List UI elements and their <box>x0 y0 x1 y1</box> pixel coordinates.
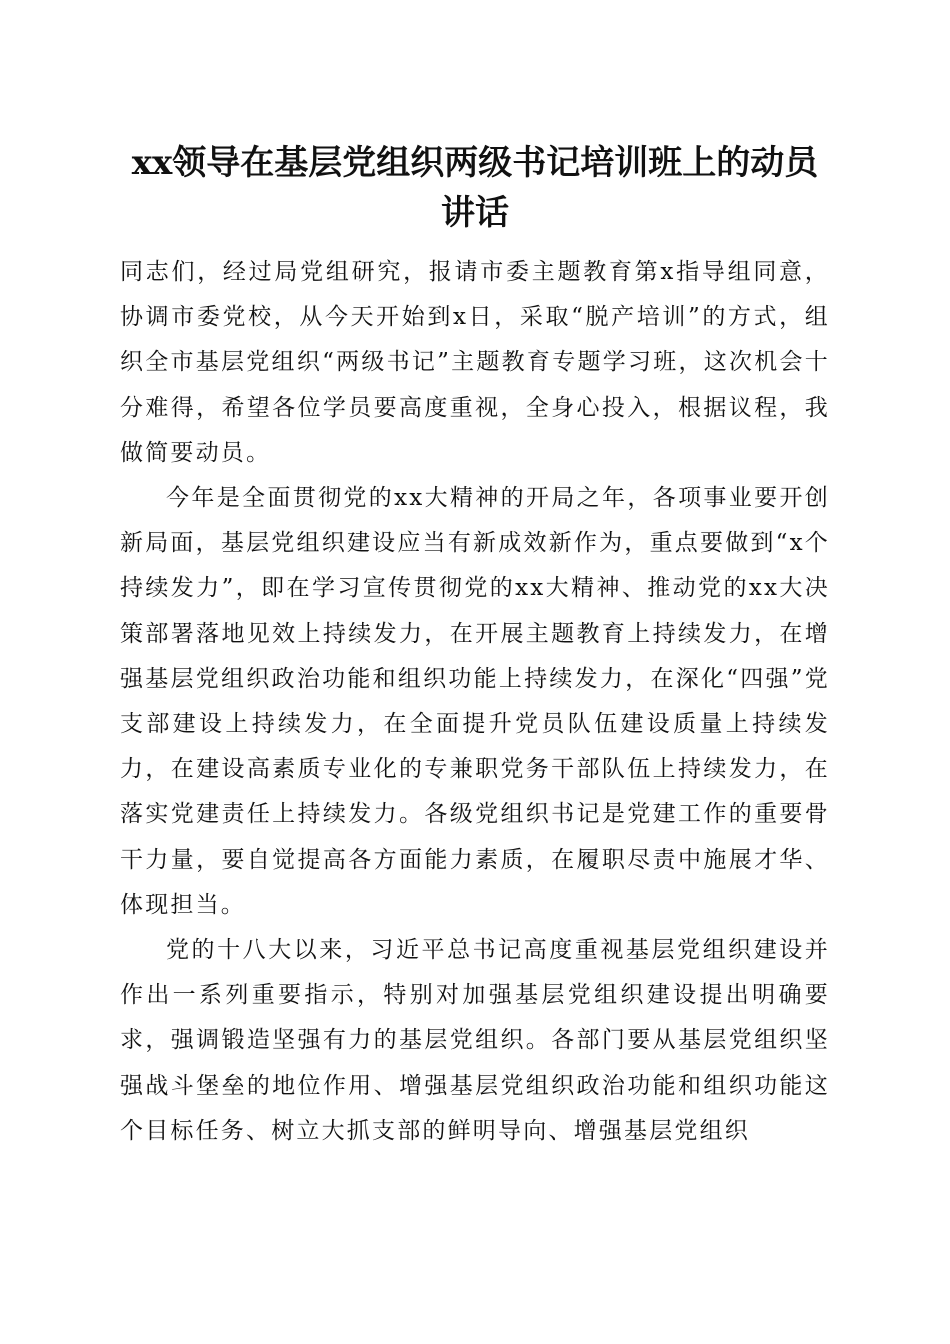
document-title: xx领导在基层党组织两级书记培训班上的动员讲话 <box>131 143 819 233</box>
paragraph-2: 今年是全面贯彻党的xx大精神的开局之年，各项事业要开创新局面，基层党组织建设应当有新成效新作为，重点要做到“x个持续发力”，即在学习宣传贯彻党的xx大精神、推动党的xx大决策部署落地见效上持续发力，在开展主题教育上持续发力，在增强基层党组织政治功能和组织功能上持续发力，在深化“四强”党支部建设上持续发力，在全面提升党员队伍建设质量上持续发力，在建设高素质专业化的专兼职党务干部队伍上持续发力，在落实党建责任上持续发力。各级党组织书记是党建工作的重要骨干力量，要自觉提高各方面能力素质，在履职尽责中施展才华、体现担当。 <box>120 485 830 918</box>
document-body <box>120 250 830 1154</box>
paragraph-3: 党的十八大以来，习近平总书记高度重视基层党组织建设并作出一系列重要指示，特别对加强基层党组织建设提出明确要求，强调锻造坚强有力的基层党组织。各部门要从基层党组织坚强战斗堡垒的地位作用、增强基层党组织政治功能和组织功能这个目标任务、树立大抓支部的鲜明导向、增强基层党组织 <box>120 937 830 1144</box>
paragraph-1: 同志们，经过局党组研究，报请市委主题教育第x指导组同意，协调市委党校，从今天开始到x日，采取“脱产培训”的方式，组织全市基层党组织“两级书记”主题教育专题学习班，这次机会十分难得，希望各位学员要高度重视，全身心投入，根据议程，我做简要动员。 <box>120 259 830 466</box>
